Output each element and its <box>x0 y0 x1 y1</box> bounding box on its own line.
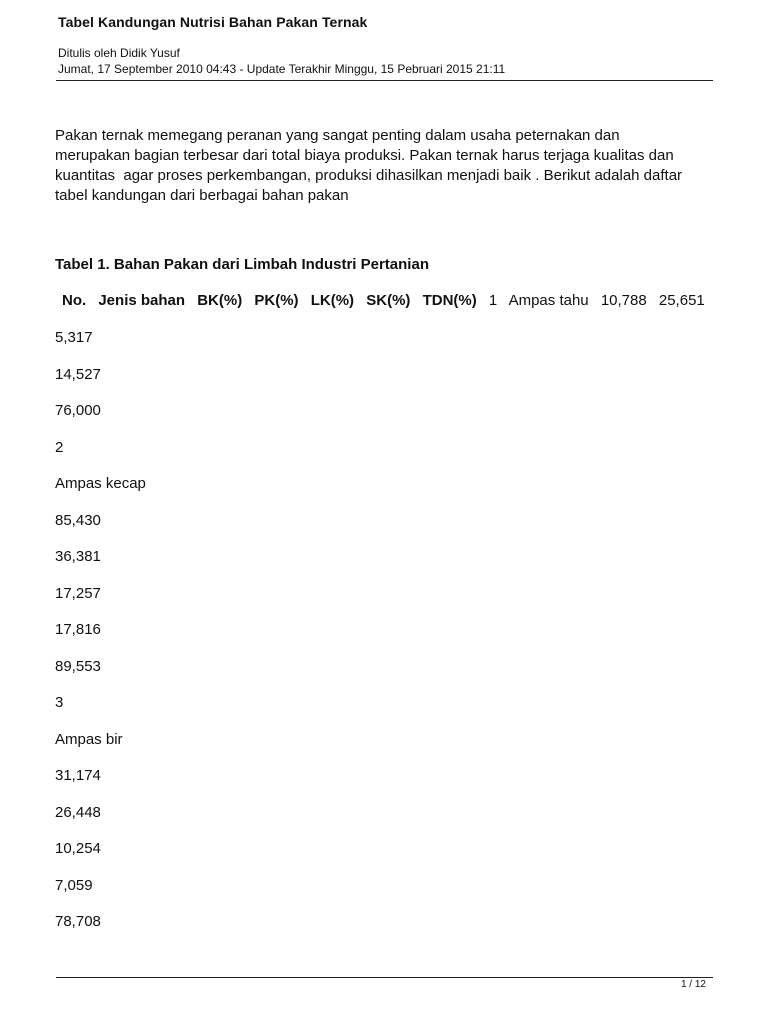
table-cell: Ampas kecap <box>55 475 146 492</box>
document-title: Tabel Kandungan Nutrisi Bahan Pakan Ternak <box>58 14 368 30</box>
author-line: Ditulis oleh Didik Yusuf <box>58 46 180 60</box>
intro-line: Pakan ternak memegang peranan yang sangat penting dalam usaha peternakan dan <box>55 127 620 144</box>
table-cell: 10,788 <box>600 292 647 309</box>
table-cell: 89,553 <box>55 657 101 675</box>
table-cell-list <box>55 329 146 950</box>
header-cell-tdn: TDN(%) <box>422 292 477 309</box>
intro-line: kuantitas agar proses perkembangan, produksi dihasilkan menjadi baik . Berikut adalah daftar <box>55 167 683 184</box>
intro-line: tabel kandungan dari berbagai bahan pakan <box>55 187 349 204</box>
header-cell-pk: PK(%) <box>254 292 299 309</box>
page-number: 1 / 12 <box>680 979 706 990</box>
header-cell-jenis-bahan: Jenis bahan <box>98 292 186 309</box>
table-cell: 25,651 <box>658 292 705 309</box>
table-cell: 78,708 <box>55 913 101 930</box>
footer-divider <box>56 977 713 978</box>
table-cell: 1 <box>488 292 498 309</box>
intro-line: merupakan bagian terbesar dari total biaya produksi. Pakan ternak harus terjaga kualitas dan <box>55 147 674 164</box>
header-cell-no: No. <box>62 292 87 309</box>
table-cell: 31,174 <box>55 767 101 784</box>
header-cell-lk: LK(%) <box>310 292 355 309</box>
table-cell: 26,448 <box>55 803 101 821</box>
table-cell: 36,381 <box>55 548 101 565</box>
table-cell: 2 <box>55 438 64 456</box>
table-cell: 17,816 <box>55 621 101 638</box>
table-cell: 3 <box>55 694 64 711</box>
table-cell: 17,257 <box>55 584 101 602</box>
table-cell: Ampas bir <box>55 730 123 748</box>
table-cell: 76,000 <box>55 402 101 419</box>
table-cell: 14,527 <box>55 365 101 383</box>
date-line: Jumat, 17 September 2010 04:43 - Update Terakhir Minggu, 15 Pebruari 2015 21:11 <box>58 62 506 76</box>
table-cell: 5,317 <box>55 329 93 346</box>
table-caption: Tabel 1. Bahan Pakan dari Limbah Industri Pertanian <box>55 256 429 273</box>
table-cell: 10,254 <box>55 840 101 857</box>
table-cell: 7,059 <box>55 876 93 894</box>
header-cell-bk: BK(%) <box>197 292 243 309</box>
header-divider <box>56 80 713 81</box>
table-cell: Ampas tahu <box>508 292 589 309</box>
header-cell-sk: SK(%) <box>366 292 411 309</box>
table-header-row <box>62 292 713 309</box>
table-cell: 85,430 <box>55 511 101 529</box>
intro-paragraph <box>55 126 715 206</box>
